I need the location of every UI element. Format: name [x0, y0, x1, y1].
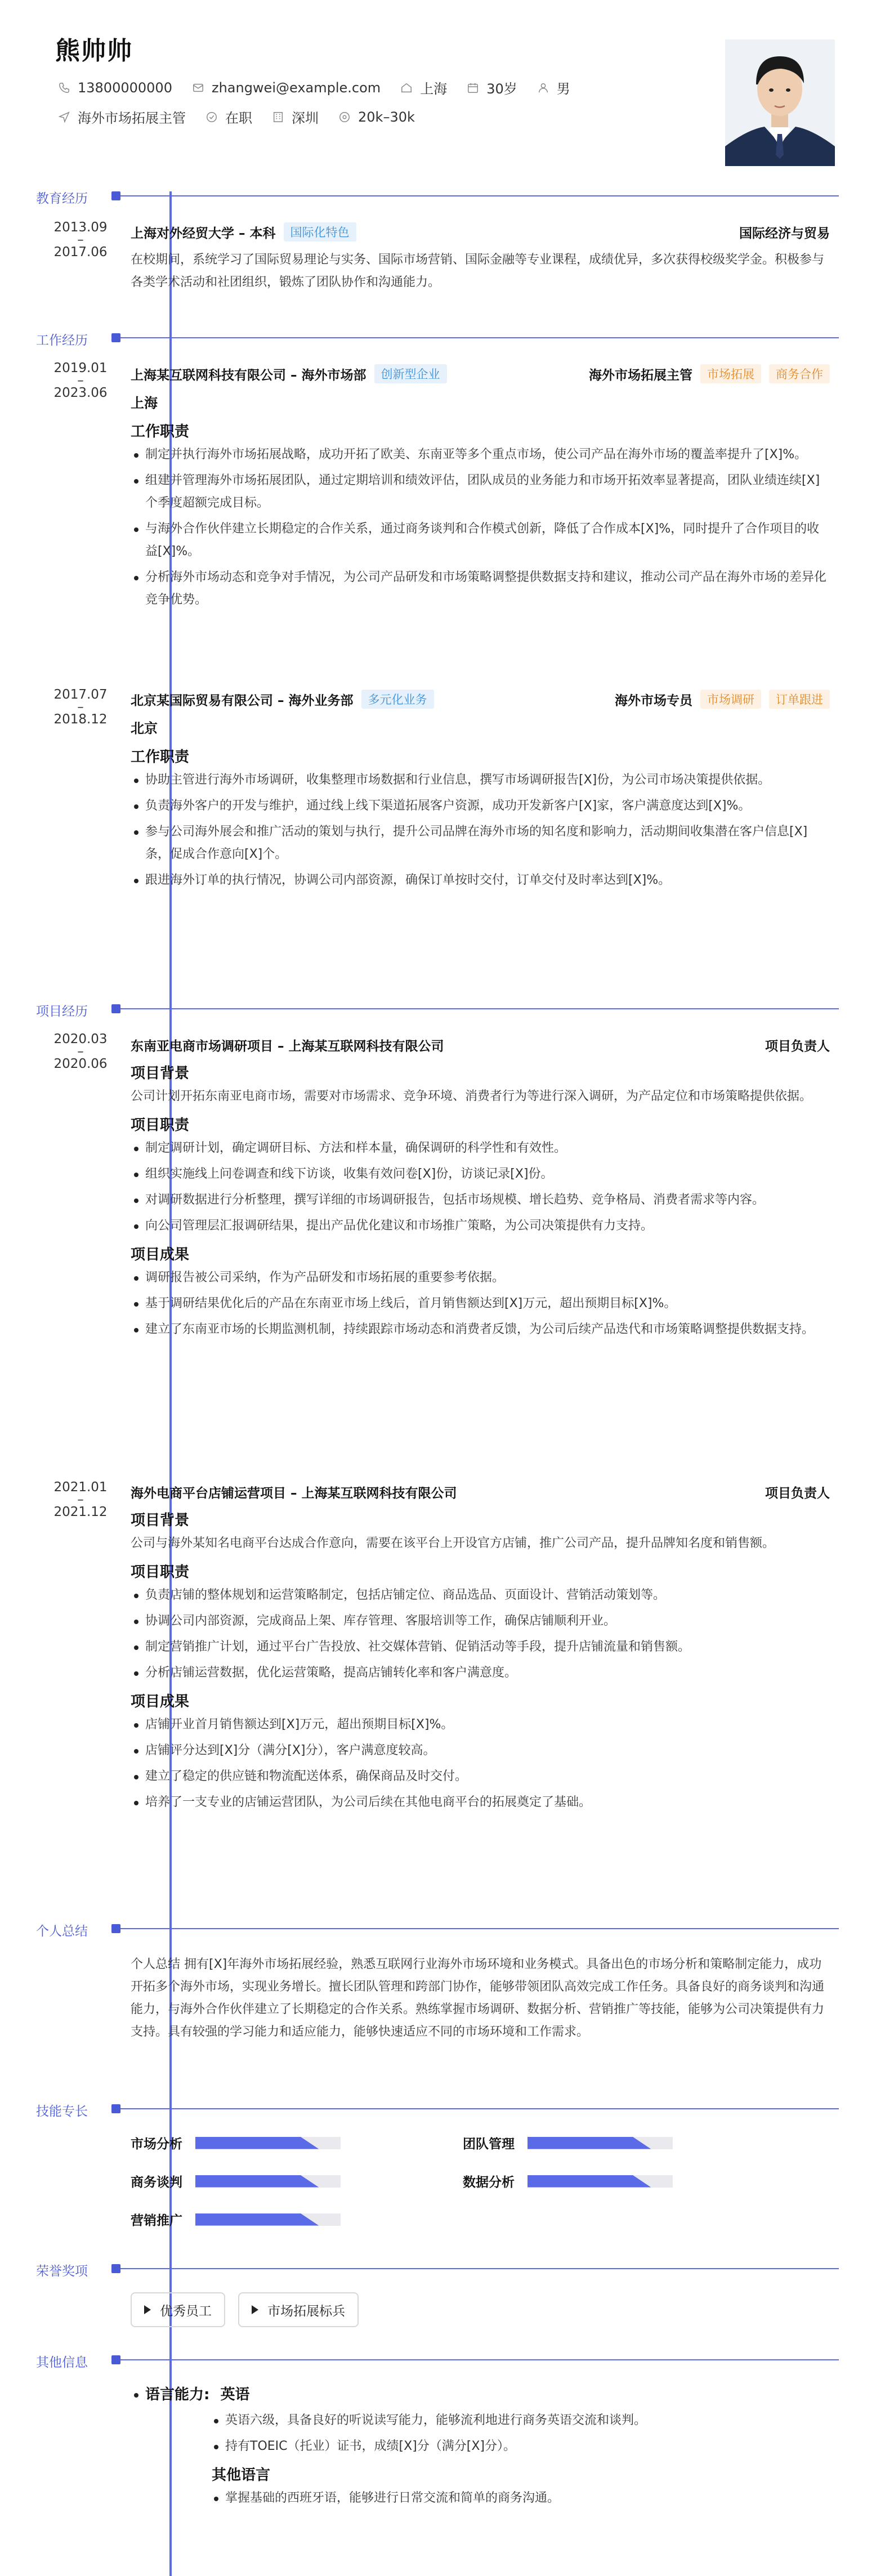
project-name: 东南亚电商市场调研项目 – 上海某互联网科技有限公司 — [131, 1039, 444, 1054]
job-intent-row — [57, 107, 434, 127]
company-name: 北京某国际贸易有限公司 – 海外业务部 — [131, 693, 354, 708]
project-result-title: 项目成果 — [131, 1693, 190, 1710]
list-item: 对调研数据进行分析整理，撰写详细的市场调研报告，包括市场规模、增长趋势、竞争格局、消费者需求等内容。 — [131, 1189, 830, 1211]
project-duty-title: 项目职责 — [131, 1564, 190, 1581]
work-head — [131, 688, 830, 710]
job-role: 海外市场拓展主管 市场拓展 商务合作 — [589, 364, 830, 383]
check-circle-icon — [205, 110, 218, 124]
list-item: 向公司管理层汇报调研结果，提出产品优化建议和市场推广策略，为公司决策提供有力支持。 — [131, 1215, 830, 1237]
duty-title: 工作职责 — [131, 749, 190, 766]
skill-tag: 市场拓展 — [700, 364, 761, 383]
skill-bar — [528, 2137, 673, 2149]
candidate-name: 熊帅帅 — [55, 37, 133, 65]
education-date: 2013.09 – 2017.06 — [53, 220, 108, 260]
status-item — [205, 107, 252, 127]
target-job-text: 海外市场拓展主管 — [78, 110, 186, 126]
skill-tag: 商务合作 — [769, 364, 830, 383]
awards-list — [131, 2292, 830, 2327]
phone-item — [57, 80, 172, 96]
project-bg: 公司与海外某知名电商平台达成合作意向，需要在该平台上开设官方店铺，推广公司产品，提升品牌知名度和销售额。 — [131, 1536, 775, 1550]
profile-photo — [725, 39, 835, 166]
school-name: 上海对外经贸大学 – 本科 — [131, 226, 276, 241]
target-city-item — [271, 107, 319, 127]
list-item: 建立了稳定的供应链和物流配送体系，确保商品及时交付。 — [131, 1765, 830, 1788]
list-item: 掌握基础的西班牙语，能够进行日常交流和简单的商务沟通。 — [212, 2487, 830, 2510]
section-marker — [111, 2104, 120, 2113]
project-duty-title: 项目职责 — [131, 1117, 190, 1134]
section-title-other: 其他信息 — [36, 2355, 88, 2370]
list-item: 制定并执行海外市场拓展战略，成功开拓了欧美、东南亚等多个重点市场，使公司产品在海外市场的覆盖率提升了[X]%。 — [131, 444, 830, 466]
list-item: 店铺评分达到[X]分（满分[X]分），客户满意度较高。 — [131, 1739, 830, 1762]
other-language-title: 其他语言 — [212, 2467, 271, 2484]
work-date-2: 2017.07 – 2018.12 — [53, 687, 108, 727]
project-result-title: 项目成果 — [131, 1246, 190, 1263]
home-icon — [400, 81, 413, 95]
resume-header — [55, 27, 838, 173]
user-icon — [537, 81, 550, 95]
work-date-1: 2019.01 – 2023.06 — [53, 361, 108, 400]
company-tag: 创新型企业 — [374, 364, 447, 383]
project-role: 项目负责人 — [765, 1039, 830, 1054]
city-item — [400, 78, 447, 97]
section-marker — [111, 2264, 120, 2273]
project-bg-title: 项目背景 — [131, 1065, 190, 1082]
other-content — [131, 2383, 830, 2513]
age-text: 30岁 — [486, 81, 517, 97]
language-list — [131, 2383, 830, 2406]
section-divider — [120, 2108, 839, 2109]
list-item: 店铺开业首月销售额达到[X]万元，超出预期目标[X]%。 — [131, 1714, 830, 1736]
gender-item — [537, 78, 570, 97]
section-marker — [111, 1004, 120, 1013]
list-item: 协助主管进行海外市场调研，收集整理市场数据和行业信息，撰写市场调研报告[X]份，为公司市场决策提供依据。 — [131, 769, 830, 791]
city-text: 上海 — [420, 81, 448, 97]
gender-text: 男 — [556, 81, 570, 97]
skill-item: 数据分析 — [463, 2172, 673, 2190]
award-badge: 优秀员工 — [131, 2292, 225, 2327]
project-duty-list — [131, 1137, 830, 1237]
duty-title: 工作职责 — [131, 423, 190, 440]
project-item-1 — [131, 1034, 830, 1344]
salary-text: 20k–30k — [358, 109, 415, 125]
list-item: 持有TOEIC（托业）证书，成绩[X]分（满分[X]分）。 — [212, 2435, 830, 2458]
section-marker — [111, 2355, 120, 2364]
major-name: 国际经济与贸易 — [739, 226, 830, 241]
skill-tag: 订单跟进 — [769, 690, 830, 709]
list-item: 负责海外客户的开发与维护，通过线上线下渠道拓展客户资源，成功开发新客户[X]家，客户满意度达到[X]%。 — [131, 795, 830, 817]
work-location: 上海 — [131, 395, 158, 411]
language-item: 语言能力: 英语 — [131, 2383, 830, 2406]
list-item: 负责店铺的整体规划和运营策略制定，包括店铺定位、商品选品、页面设计、营销活动策划等。 — [131, 1584, 830, 1607]
section-divider — [120, 337, 839, 338]
email-text: zhangwei@example.com — [211, 79, 381, 96]
phone-icon — [57, 81, 71, 95]
coin-icon — [338, 110, 351, 124]
age-item — [466, 78, 517, 97]
work-location: 北京 — [131, 721, 158, 736]
school-tag: 国际化特色 — [284, 222, 356, 242]
skill-item: 商务谈判 — [131, 2172, 341, 2190]
skill-item: 团队管理 — [463, 2134, 673, 2152]
skill-fill — [195, 2213, 319, 2226]
project-name: 海外电商平台店铺运营项目 – 上海某互联网科技有限公司 — [131, 1486, 457, 1501]
work-head — [131, 363, 830, 385]
basic-info-row — [57, 78, 589, 97]
project-bg-title: 项目背景 — [131, 1512, 190, 1529]
skill-bar — [195, 2137, 341, 2149]
list-item: 制定营销推广计划，通过平台广告投放、社交媒体营销、促销活动等手段，提升店铺流量和销售额。 — [131, 1636, 830, 1658]
play-icon — [144, 2305, 151, 2314]
duty-list — [131, 444, 830, 611]
section-marker — [111, 1924, 120, 1933]
section-marker — [111, 191, 120, 200]
section-title-skills: 技能专长 — [36, 2104, 88, 2119]
skill-fill — [195, 2175, 319, 2188]
project-head — [131, 1034, 830, 1056]
job-role: 海外市场专员 市场调研 订单跟进 — [615, 690, 830, 709]
section-divider — [120, 195, 839, 196]
list-item: 组织实施线上问卷调查和线下访谈，收集有效问卷[X]份，访谈记录[X]份。 — [131, 1163, 830, 1186]
project-item-2 — [131, 1481, 830, 1817]
project-date-1: 2020.03 – 2020.06 — [53, 1032, 108, 1071]
list-item: 跟进海外订单的执行情况，协调公司内部资源，确保订单按时交付，订单交付及时率达到[X]%。 — [131, 869, 830, 892]
list-item: 协调公司内部资源，完成商品上架、库存管理、客服培训等工作，确保店铺顺利开业。 — [131, 1610, 830, 1633]
project-bg: 公司计划开拓东南亚电商市场，需要对市场需求、竞争环境、消费者行为等进行深入调研，为产品定位和市场策略提供依据。 — [131, 1089, 812, 1103]
list-item: 培养了一支专业的店铺运营团队，为公司后续在其他电商平台的拓展奠定了基础。 — [131, 1791, 830, 1814]
skill-bar — [195, 2213, 341, 2226]
award-badge: 市场拓展标兵 — [238, 2292, 359, 2327]
list-item: 参与公司海外展会和推广活动的策划与执行，提升公司品牌在海外市场的知名度和影响力，活动期间收集潜在客户信息[X]条，促成合作意向[X]个。 — [131, 821, 830, 866]
list-item: 与海外合作伙伴建立长期稳定的合作关系，通过商务谈判和合作模式创新，降低了合作成本[X]%，同时提升了合作项目的收益[X]%。 — [131, 518, 830, 563]
list-item: 分析海外市场动态和竞争对手情况，为公司产品研发和市场策略调整提供数据支持和建议，推动公司产品在海外市场的差异化竞争优势。 — [131, 566, 830, 611]
list-item: 基于调研结果优化后的产品在东南亚市场上线后，首月销售额达到[X]万元，超出预期目标[X]%。 — [131, 1293, 830, 1315]
status-text: 在职 — [225, 110, 252, 126]
section-divider — [120, 1008, 839, 1009]
education-head — [131, 221, 830, 243]
list-item: 组建并管理海外市场拓展团队，通过定期培训和绩效评估，团队成员的业务能力和市场开拓效率显著提高，团队业绩连续[X]个季度超额完成目标。 — [131, 469, 830, 515]
section-title-awards: 荣誉奖项 — [36, 2264, 88, 2279]
list-item: 调研报告被公司采纳，作为产品研发和市场拓展的重要参考依据。 — [131, 1267, 830, 1289]
education-desc: 在校期间，系统学习了国际贸易理论与实务、国际市场营销、国际金融等专业课程，成绩优异，多次获得校级奖学金。积极参与各类学术活动和社团组织，锻炼了团队协作和沟通能力。 — [131, 253, 825, 289]
summary-content — [131, 1953, 830, 2043]
skill-fill — [528, 2175, 651, 2188]
company-name: 上海某互联网科技有限公司 – 海外市场部 — [131, 368, 366, 383]
skill-fill — [195, 2137, 319, 2149]
email-item — [191, 80, 381, 96]
target-city-text: 深圳 — [292, 110, 319, 126]
section-marker — [111, 333, 120, 342]
project-role: 项目负责人 — [765, 1486, 830, 1501]
section-divider — [120, 1928, 839, 1929]
target-job-item — [57, 107, 186, 127]
skill-bar — [195, 2175, 341, 2188]
english-details — [212, 2409, 830, 2458]
project-date-2: 2021.01 – 2021.12 — [53, 1480, 108, 1519]
skill-item: 市场分析 — [131, 2134, 341, 2152]
section-title-summary: 个人总结 — [36, 1924, 88, 1939]
work-item-2 — [131, 688, 830, 895]
play-icon — [252, 2305, 258, 2314]
salary-item — [338, 109, 415, 125]
list-item: 英语六级，具备良好的听说读写能力，能够流利地进行商务英语交流和谈判。 — [212, 2409, 830, 2432]
skill-fill — [528, 2137, 651, 2149]
section-divider — [120, 2359, 839, 2360]
company-tag: 多元化业务 — [361, 690, 434, 709]
project-head — [131, 1481, 830, 1503]
section-title-work: 工作经历 — [36, 333, 88, 348]
building-icon — [271, 110, 285, 124]
project-duty-list — [131, 1584, 830, 1684]
duty-list — [131, 769, 830, 892]
project-result-list — [131, 1267, 830, 1341]
phone-text: 13800000000 — [78, 79, 172, 96]
mail-icon — [191, 81, 205, 95]
calendar-icon — [466, 81, 480, 95]
skill-tag: 市场调研 — [700, 690, 761, 709]
list-item: 制定调研计划，确定调研目标、方法和样本量，确保调研的科学性和有效性。 — [131, 1137, 830, 1160]
education-content — [131, 221, 830, 294]
other-language-details — [212, 2487, 830, 2510]
section-title-projects: 项目经历 — [36, 1004, 88, 1019]
summary-text: 个人总结 拥有[X]年海外市场拓展经验，熟悉互联网行业海外市场环境和业务模式。具备出色的市场分析和策略制定能力，成功开拓多个海外市场，实现业务增长。擅长团队管理和跨部门协作，能够带领团队高效完成工作任务。具备良好的商务谈判和沟通能力，与海外合作伙伴建立了长期稳定的合作关系。熟练掌握市场调研、数据分析、营销推广等技能，能够为公司决策提供有力支持。具有较强的学习能力和适应能力，能够快速适应不同的市场环境和工作需求。 — [131, 1957, 825, 2039]
project-result-list — [131, 1714, 830, 1814]
section-divider — [120, 2268, 839, 2269]
section-title-education: 教育经历 — [36, 191, 88, 206]
skill-bar — [528, 2175, 673, 2188]
send-icon — [57, 110, 71, 124]
list-item: 分析店铺运营数据，优化运营策略，提高店铺转化率和客户满意度。 — [131, 1662, 830, 1684]
skill-item: 营销推广 — [131, 2210, 341, 2229]
work-item-1 — [131, 363, 830, 615]
list-item: 建立了东南亚市场的长期监测机制，持续跟踪市场动态和消费者反馈，为公司后续产品迭代和市场策略调整提供数据支持。 — [131, 1318, 830, 1341]
